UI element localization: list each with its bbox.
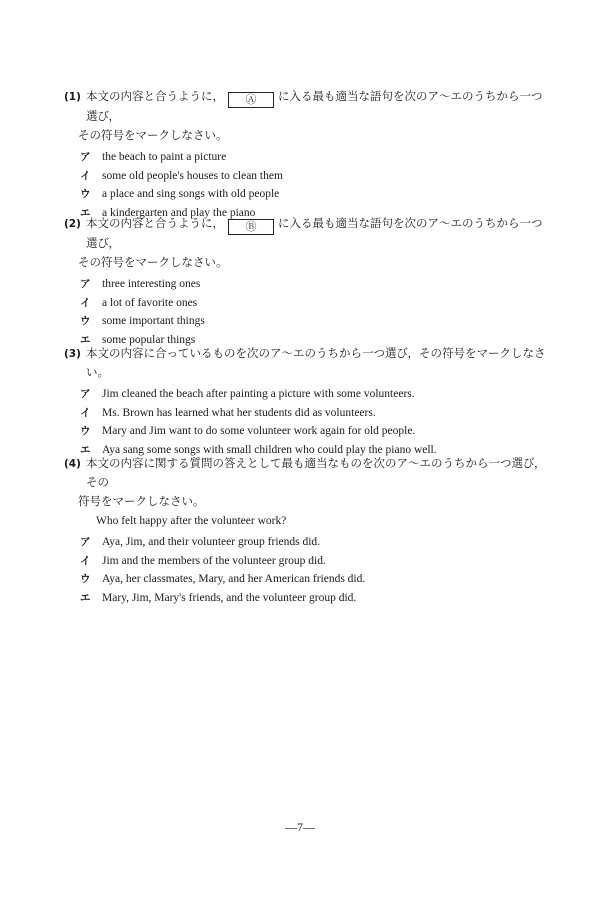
choice-text: some important things	[102, 315, 205, 328]
choice-mark: イ	[80, 406, 91, 419]
choice-text: three interesting ones	[102, 278, 201, 290]
choice-text: some popular things	[102, 333, 196, 346]
stem-continuation: その符号をマークしなさい。	[78, 130, 228, 142]
choice-item	[66, 552, 546, 571]
question-1	[66, 88, 546, 222]
stem-continuation: 符号をマークしなさい。	[78, 496, 205, 508]
choice-list	[66, 148, 546, 222]
stem-continuation: その符号をマークしなさい。	[78, 257, 228, 269]
page-number: —7—	[285, 820, 315, 834]
stem-pre: 本文の内容と合うように，	[86, 218, 224, 230]
choice-text: a place and sing songs with old people	[102, 188, 280, 201]
choice-item	[66, 385, 546, 404]
choice-item	[66, 422, 546, 441]
choice-mark: ウ	[80, 188, 91, 201]
choice-text: Jim cleaned the beach after painting a picture with some volunteers.	[102, 388, 415, 400]
choice-mark: ア	[80, 151, 91, 163]
choice-item	[66, 167, 546, 186]
choice-mark: イ	[80, 169, 91, 182]
choice-item	[66, 533, 546, 552]
choice-item	[66, 185, 546, 204]
choice-mark: イ	[80, 554, 91, 567]
choice-item	[66, 570, 546, 589]
question-number: (2)	[64, 218, 81, 230]
choice-mark: エ	[80, 591, 91, 604]
choice-item	[66, 148, 546, 167]
choice-mark: イ	[80, 296, 91, 309]
choice-item	[66, 404, 546, 423]
choice-text: a kindergarten and play the piano	[102, 206, 256, 219]
choice-text: Aya, Jim, and their volunteer group friends did.	[102, 536, 321, 548]
choice-text: Aya, her classmates, Mary, and her American friends did.	[102, 573, 366, 586]
stem-text: 本文の内容に合っているものを次のア〜エのうちから一つ選び，その符号をマークしなさい。	[86, 348, 546, 379]
question-2	[66, 215, 546, 349]
choice-mark: ウ	[80, 425, 91, 438]
question-stem	[66, 345, 546, 383]
question-number: (1)	[64, 91, 81, 103]
question-stem	[66, 88, 546, 146]
choice-list	[66, 385, 546, 459]
choice-text: Mary and Jim want to do some volunteer work again for old people.	[102, 425, 416, 438]
stem-pre: 本文の内容と合うように，	[86, 91, 224, 103]
choice-mark: エ	[80, 333, 91, 346]
choice-mark: ウ	[80, 315, 91, 328]
question-stem	[66, 455, 546, 512]
choice-list	[66, 275, 546, 349]
question-number: (3)	[64, 348, 81, 360]
choice-text: some old people's houses to clean them	[102, 169, 283, 182]
choice-mark: エ	[80, 443, 91, 456]
question-3	[66, 345, 546, 459]
choice-text: Mary, Jim, Mary's friends, and the volunteer group did.	[102, 591, 357, 604]
choice-mark: ウ	[80, 573, 91, 586]
stem-post: に入る最も適当な語句を次のア〜エのうちから一つ選び，	[86, 218, 543, 250]
choice-text: Aya sang some songs with small children who could play the piano well.	[102, 443, 437, 456]
choice-mark: エ	[80, 206, 91, 219]
choice-list	[66, 533, 546, 607]
sub-question: Who felt happy after the volunteer work?	[96, 515, 287, 527]
answer-blank-box: Ⓐ	[228, 92, 274, 108]
choice-item	[66, 312, 546, 331]
choice-text: Ms. Brown has learned what her students did as volunteers.	[102, 406, 376, 419]
choice-mark: ア	[80, 388, 91, 400]
choice-text: a lot of favorite ones	[102, 296, 198, 309]
question-4	[66, 455, 546, 607]
answer-blank-box: Ⓑ	[228, 219, 274, 235]
choice-text: the beach to paint a picture	[102, 151, 227, 163]
stem-post: に入る最も適当な語句を次のア〜エのうちから一つ選び，	[86, 91, 543, 123]
choice-item	[66, 294, 546, 313]
choice-item	[66, 589, 546, 608]
choice-text: Jim and the members of the volunteer group did.	[102, 554, 326, 567]
stem-text: 本文の内容に関する質問の答えとして最も適当なものを次のア〜エのうちから一つ選び，その	[86, 458, 546, 489]
choice-mark: ア	[80, 278, 91, 290]
question-number: (4)	[64, 458, 81, 470]
question-stem	[66, 215, 546, 273]
choice-item	[66, 275, 546, 294]
choice-mark: ア	[80, 536, 91, 548]
